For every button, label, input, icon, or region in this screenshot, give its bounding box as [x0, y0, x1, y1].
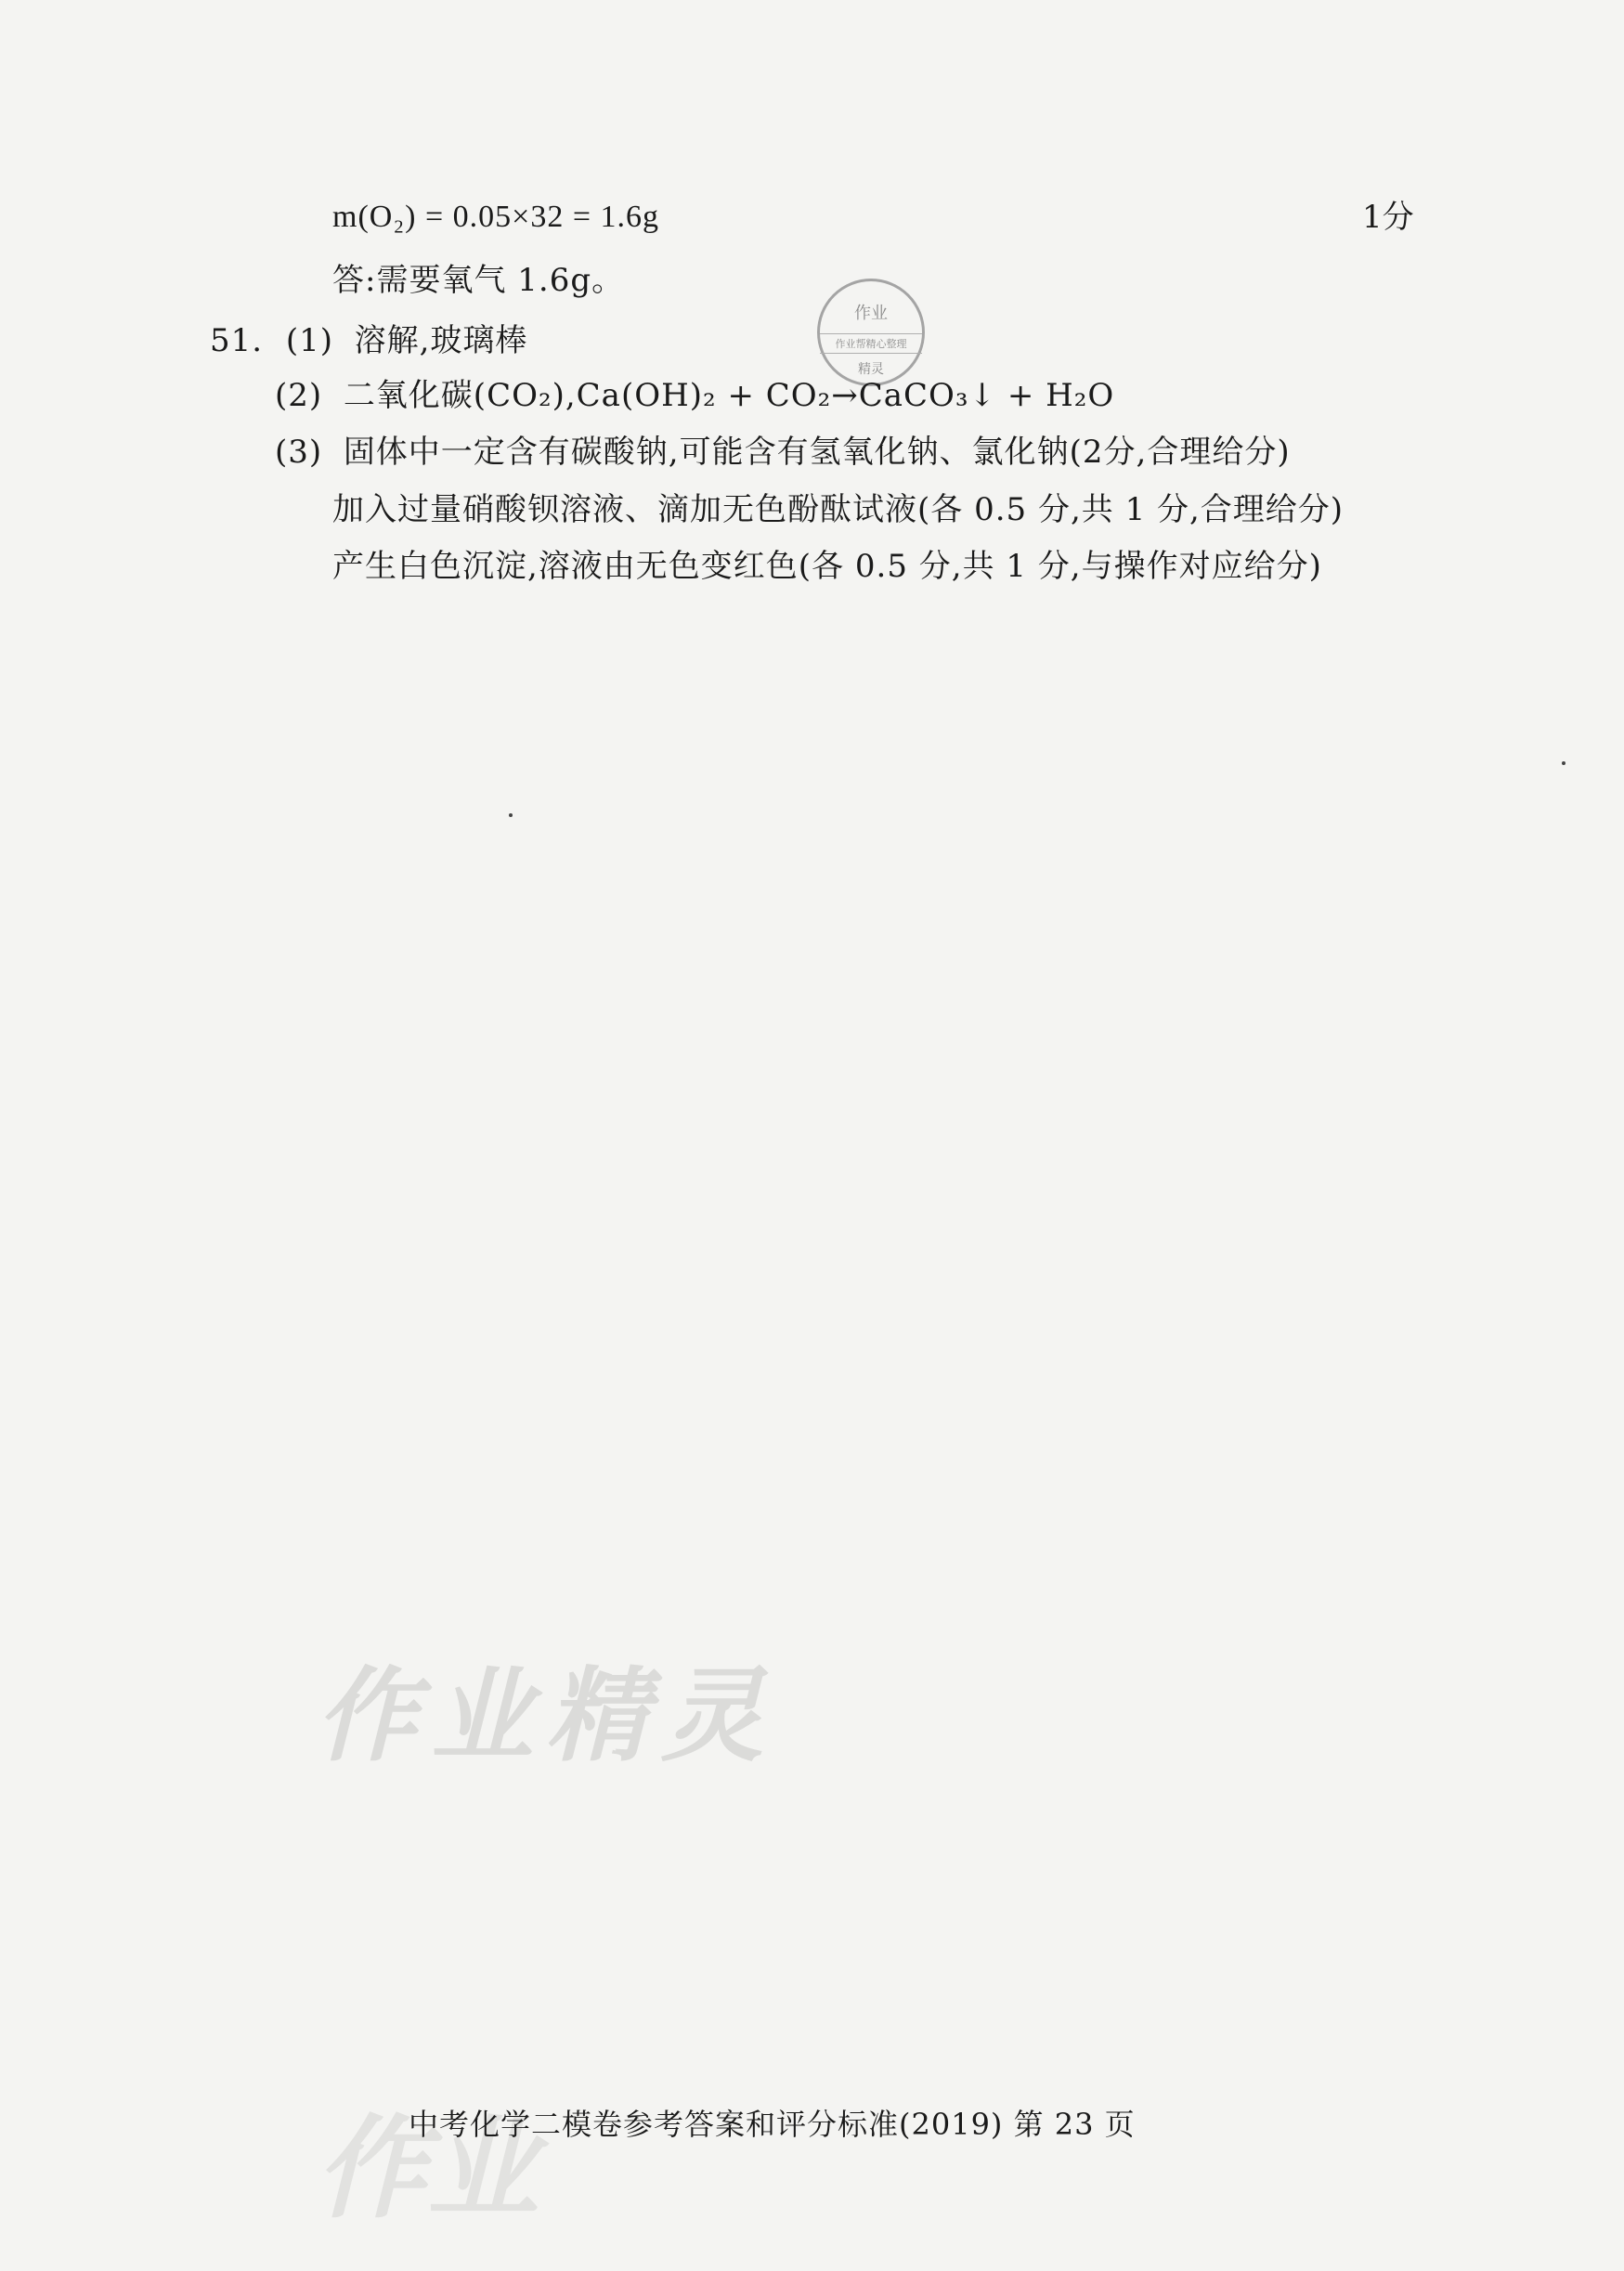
item-label: (1): [285, 322, 333, 359]
calc-score: 1分: [1362, 199, 1414, 236]
item-text: 产生白色沉淀,溶液由无色变红色(各 0.5 分,共 1 分,与操作对应给分): [332, 548, 1322, 585]
question-number: 51.: [210, 322, 264, 359]
item-text: 二氧化碳(CO₂),Ca(OH)₂ + CO₂→CaCO₃↓ + H₂O: [343, 377, 1115, 414]
question-51-item-3-result: [332, 546, 1322, 587]
item-text: 加入过量硝酸钡溶液、滴加无色酚酞试液(各 0.5 分,共 1 分,合理给分): [332, 491, 1345, 528]
calc-line-text: m(O₂) = 0.05×32 = 1.6g: [332, 200, 660, 234]
item-text: 溶解,玻璃棒: [354, 322, 528, 359]
speck: [1562, 761, 1566, 765]
watermark-text-bottom: 作业: [316, 2103, 539, 2234]
answer-line: 答:需要氧气 1.6g。: [332, 262, 625, 299]
question-51-item-2: [275, 375, 1114, 416]
stamp-line3: 精灵: [858, 362, 884, 377]
question-51-item-3-step: [332, 489, 1344, 530]
calc-line: [332, 197, 659, 238]
watermark-text: 作业精灵: [316, 1655, 776, 1775]
item-label: (3): [275, 434, 323, 471]
stamp-line2: 作业帮精心整理: [820, 333, 922, 354]
stamp-line1: 作业: [854, 304, 888, 323]
page-footer: 中考化学二模卷参考答案和评分标准(2019) 第 23 页: [409, 2107, 1136, 2142]
speck: [509, 813, 513, 817]
stamp-seal: [817, 279, 925, 386]
question-51-item-1: [210, 320, 527, 361]
item-text: 固体中一定含有碳酸钠,可能含有氢氧化钠、氯化钠(2分,合理给分): [343, 434, 1291, 471]
question-51-item-3: [275, 432, 1291, 473]
item-label: (2): [275, 377, 323, 414]
